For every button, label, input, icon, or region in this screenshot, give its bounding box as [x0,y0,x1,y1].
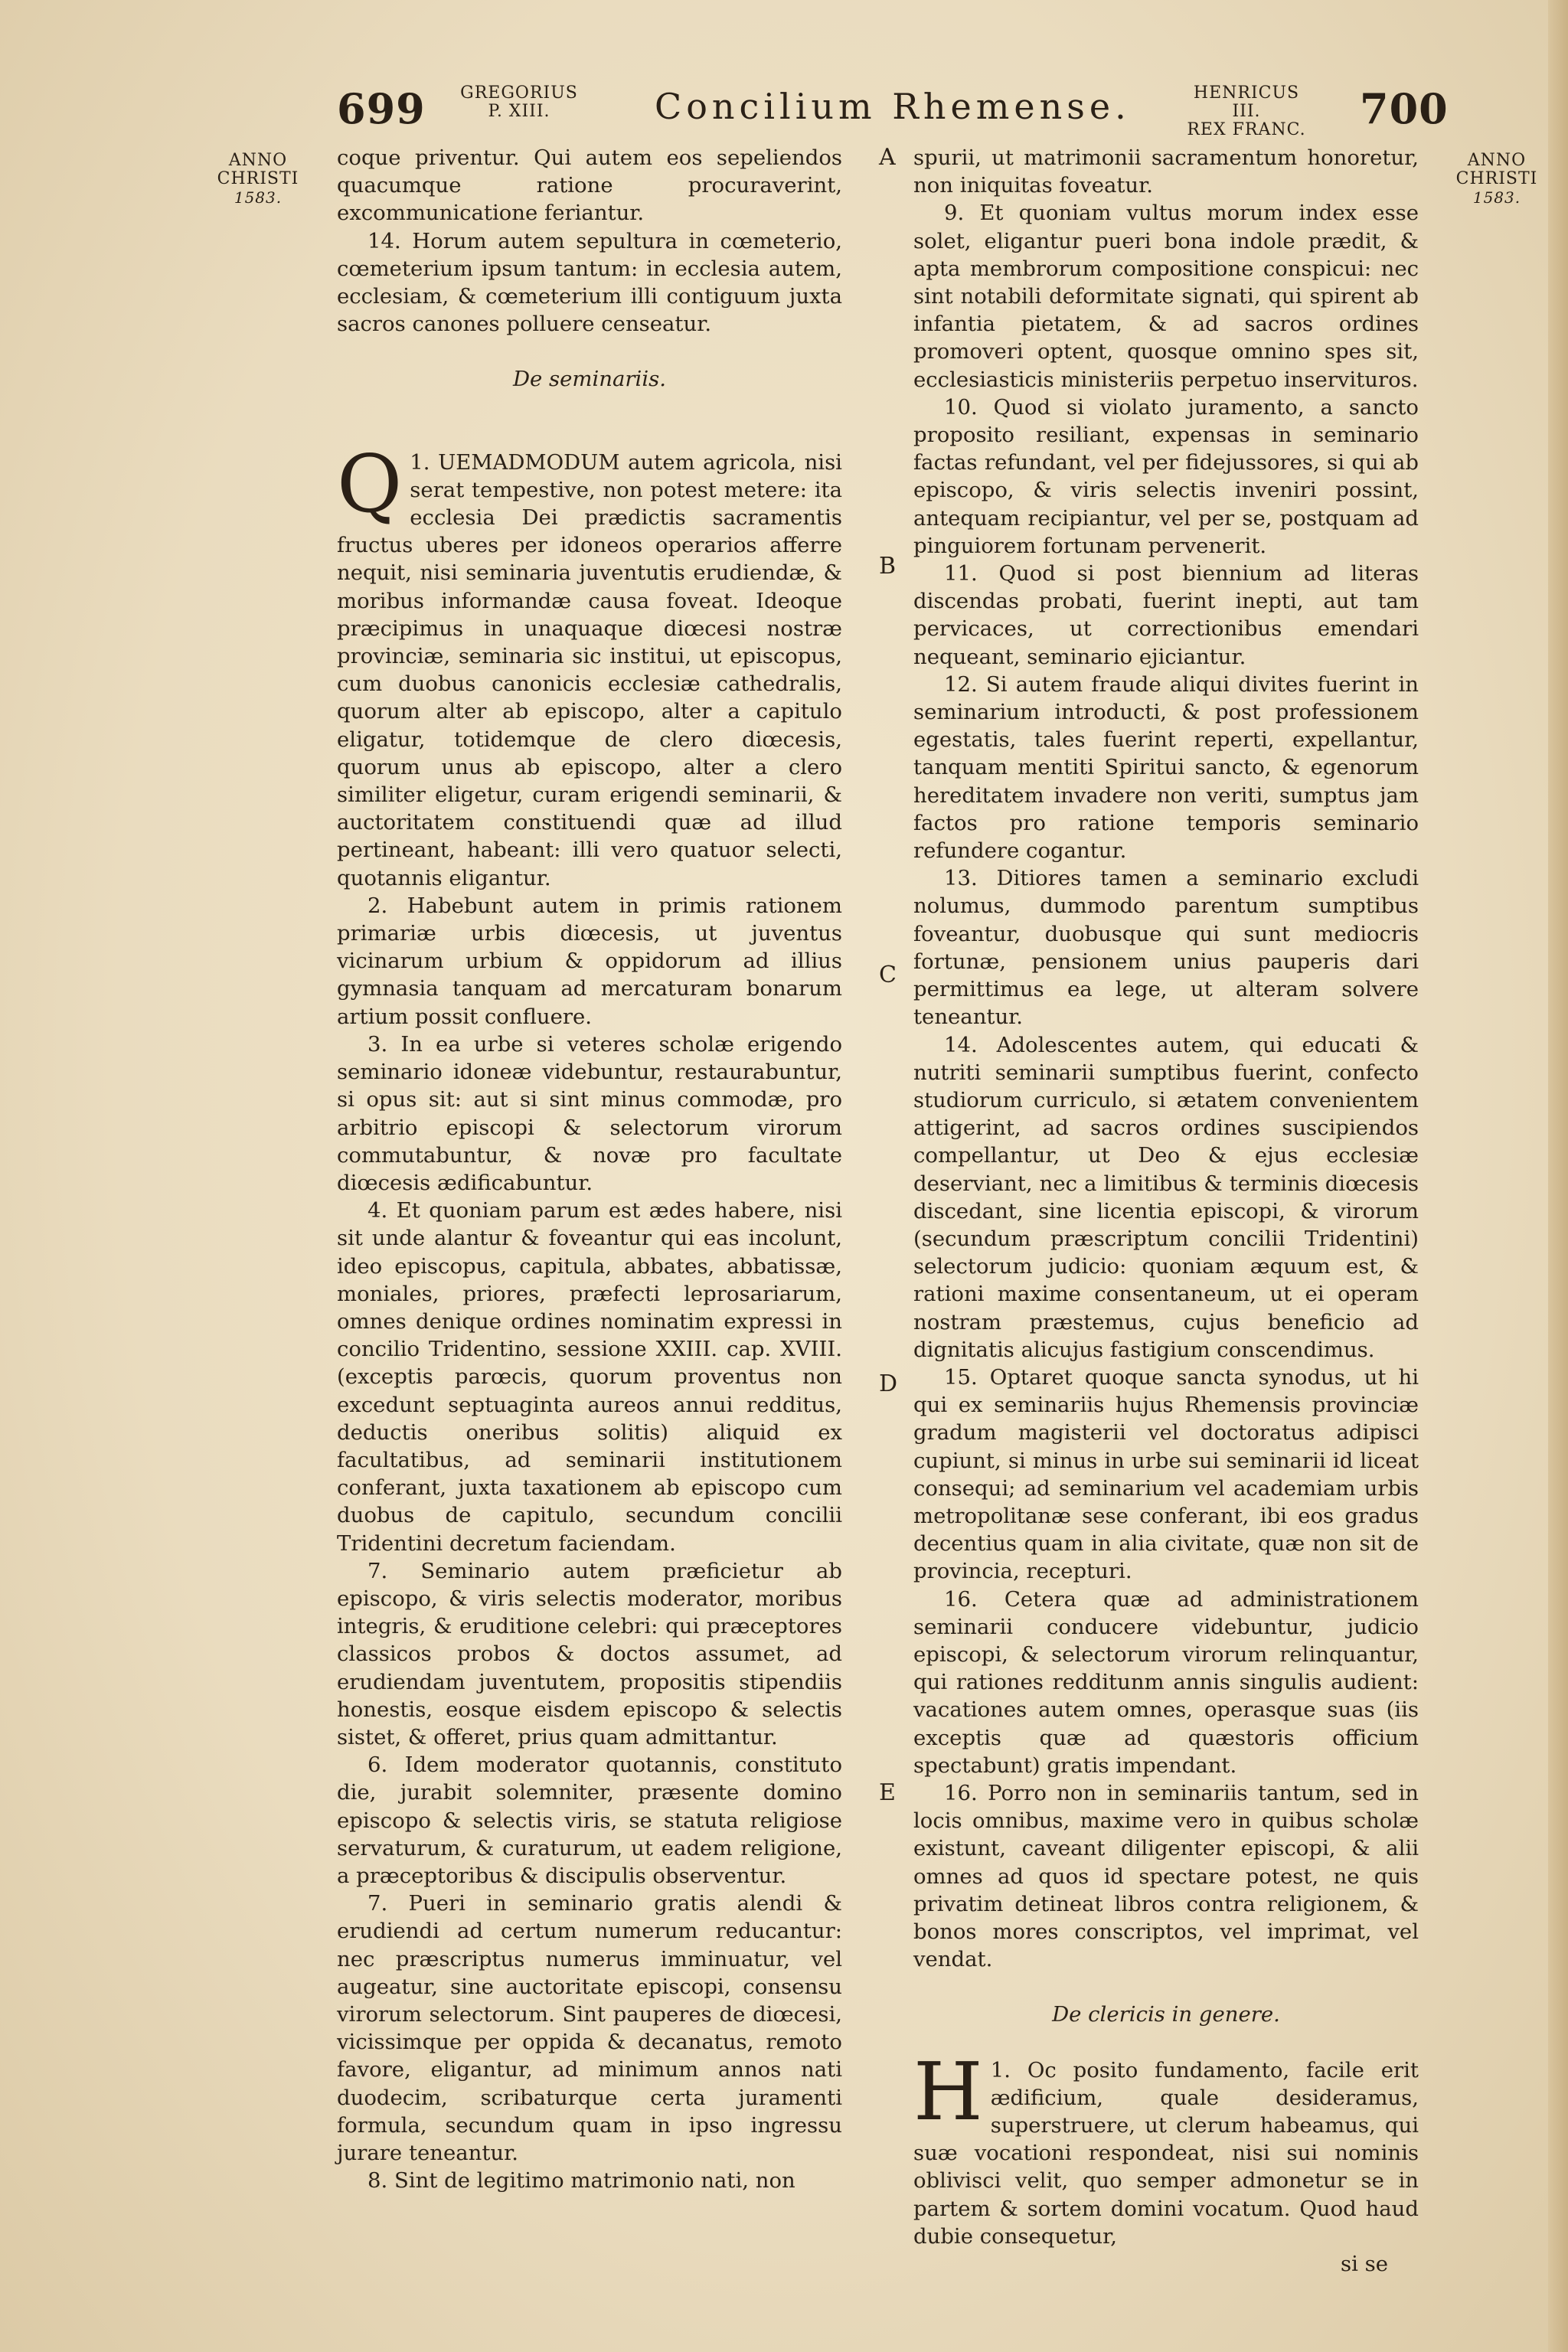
section-letter-c: C [879,962,897,988]
paragraph-with-dropcap [913,2044,1419,2250]
paragraph: 14. Adolescentes autem, qui educati & nutriti seminarii sumptibus fuerint, confecto studiorum curriculo, si ætatem convenientem attigerint, ad sacros ordines suscipiendos compellantur, ut Deo & ejus ecclesiæ deserviant, nec a limitibus & terminis diœcesis discedant, sine licentia episcopi, & virorum (secundum præscriptum concilii Tridentini) selectorum judicio: quoniam æquum est, & rationi maxime consentaneum, ut ei operam nostram præstemus, cujus beneficio ad dignitatis alicujus fastigium conscendimus. [913,1032,1419,1362]
adjacent-page-edge [1548,0,1568,2352]
section-letter-d: D [879,1370,898,1397]
paragraph: 9. Et quoniam vultus morum index esse solet, eligantur pueri bona indole prædit, & apta membrorum compositione conspicui: nec sint notabili deformitate signati, qui spirent ab infantia pietatem, & ad sacros ordines promoveri optent, quosque omnino spes sit, ecclesiasticis ministeriis perpetuo inservituros. [913,201,1419,392]
left-running-head [458,84,580,138]
paragraph: 12. Si autem fraude aliqui divites fuerint in seminarium introducti, & post professionem egestatis, tales fuerint reperti, expellantur, tanquam mentiti Spiritui sancto, & egenorum hereditatem invadere non veriti, sumptus jam factos pro ratione temporis seminario refundere cogantur. [913,671,1419,864]
paragraph: 16. Cetera quæ ad administrationem seminarii conducere videbuntur, judicio episcopi, & selectorum virorum relinquantur, qui rationes redditunm annis singulis audient: vacationes autem omnes, operasque suas (iis exceptis quæ ad quæstoris officium spectabunt) gratis impendant. [913,1586,1419,1778]
paragraph-with-dropcap [337,436,842,892]
right-running-head-line2: REX FRANC. [1187,120,1306,139]
paragraph: 10. Quod si violato juramento, a sancto proposito resiliant, expensas in seminario factas refundant, vel per fidejussores, si qui ab episcopo, & viris selectis inveniri possint, antequam recipiantur, vel per se, postquam ad pinguiorem fortunam pervenerit. [913,394,1419,558]
paragraph: 16. Porro non in seminariis tantum, sed in locis omnibus, maxime vero in quibus scholæ existunt, caveant diligenter episcopi, & alii omnes ad quos id spectare potest, ne quis privatim detineat libros contra religionem, & bonos mores conscriptos, vel imprimat, vel vendat. [913,1780,1419,1972]
paragraph: 11. Quod si post biennium ad literas discendas probati, fuerint inepti, aut tam pervicaces, ut correctionibus emendari nequeant, seminario ejiciantur. [913,561,1419,669]
section-heading-clerics: De clericis in genere. [1052,2002,1280,2027]
left-running-head-line2: P. XIII. [488,102,550,121]
paragraph: 7. Seminario autem præficietur ab episcopo, & viris selectis moderator, moribus integris, & eruditione celebri: qui præceptores classicos probos & doctos assumet, ad erudiendam juventutem, propositis stipendiis honestis, eosque eisdem episcopo & selectis sistet, & offeret, prius quam admittantur. [337,1558,842,1749]
dropcap-letter: Q [337,436,403,531]
right-running-head [1178,84,1315,138]
margin-christi: CHRISTI [1455,169,1538,188]
paragraph-text: UEMADMODUM autem agricola, nisi serat tempestive, non potest metere: ita ecclesia Dei prædictis sacramentis fructus uberes per idoneos operarios afferre nequit, nisi seminaria juventutis erudiendæ, & moribus informandæ causa foveat. Ideoque præcipimus in unaquaque diœcesi nostræ provinciæ, seminaria sic institui, ut episcopus, cum duobus canonicis ecclesiæ cathedralis, quorum alter ab episcopo, alter a capitulo eligatur, totidemque de clero diœcesis, quorum unus ab episcopo, alter a clero similiter eligetur, curam erigendi seminarii, & auctoritatem constituendi quæ ad illud pertineant, habeant: illi vero quatuor selecti, quotannis eligantur. [337,449,842,890]
paragraph: 8. Sint de legitimo matrimonio nati, non [368,2168,795,2194]
paragraph: 3. In ea urbe si veteres scholæ erigendo seminario idoneæ videbuntur, restaurabuntur, si opus sit: aut si sint minus commodæ, pro arbitrio episcopi & selectorum virorum commutabuntur, & novæ pro facultate diœcesis ædificabuntur. [337,1031,842,1195]
left-text-column [337,144,842,2194]
margin-christi: CHRISTI [217,169,299,188]
page-title: Concilium Rhemense. [655,86,1131,127]
catchword: si se [1340,2252,1388,2277]
dropcap-letter: H [913,2044,983,2138]
paragraph-number: 1. [990,2057,1011,2082]
section-letter-a: A [879,144,896,171]
paragraph: 2. Habebunt autem in primis rationem primariæ urbis diœcesis, ut juventus vicinarum urbium & oppidorum ad illius gymnasia tanquam ad mercaturam bonarum artium possit confluere. [337,893,842,1029]
paragraph: 4. Et quoniam parum est ædes habere, nisi sit unde alantur & foveantur qui eas incolunt, ideo episcopus, capitula, abbates, abbatissæ, moniales, priores, præfecti leprosariarum, omnes denique ordines nominatim expressi in concilio Tridentino, sessione XXIII. cap. XVIII. (exceptis parœcis, quorum proventus non excedunt septuaginta aureos annui redditus, deductis oneribus solitis) aliquid ex facultatibus, ad seminarii institutionem conferant, juxta taxationem ab episcopo cum duobus de capitulo, secundum concilii Tridentini decretum faciendam. [337,1198,842,1556]
left-margin-note [216,152,300,207]
section-heading-seminaries: De seminariis. [512,367,667,392]
right-margin-note [1455,152,1539,207]
margin-year: 1583. [1472,188,1521,207]
paragraph: 7. Pueri in seminario gratis alendi & erudiendi ad certum numerum reducantur: nec præscriptus numerus imminuatur, vel augeatur, sine auctoritate episcopi, consensu virorum selectorum. Sint pauperes de diœcesi, vicissimque per oppida & decanatus, remoto favore, eligantur, ad minimum annos nati duodecim, scribaturque certa juramenti formula, secundum quam in ipso ingressu jurare teneantur. [337,1891,842,2166]
section-letter-e: E [879,1779,896,1806]
paragraph: coque priventur. Qui autem eos sepeliendos quacumque ratione procuraverint, excommunicatione feriantur. [337,145,842,226]
margin-anno: ANNO [1467,151,1527,170]
paragraph: 15. Optaret quoque sancta synodus, ut hi qui ex seminariis hujus Rhemensis provinciæ gradum magisterii vel doctoratus adipisci cupiunt, si minus in urbe sui seminarii id liceat consequi; ad seminarium vel academiam urbis metropolitanæ sese conferant, ibi eos gradus decentius quam in alia civitate, quæ non sit de provincia, recepturi. [913,1364,1419,1584]
right-text-column [913,144,1419,2278]
paragraph: spurii, ut matrimonii sacramentum honoretur, non iniquitas foveatur. [913,145,1419,198]
margin-anno: ANNO [228,151,288,170]
paragraph: 13. Ditiores tamen a seminario excludi nolumus, dummodo parentum sumptibus foveantur, duobusque qui sunt mediocris fortunæ, pensionem unius pauperis dari permittimus ea lege, ut alteram solvere teneantur. [913,866,1419,1030]
paragraph: 6. Idem moderator quotannis, constituto die, jurabit solemniter, præsente domino episcopo & selectis viris, se statuta religiose servaturum, & curaturum, ut eadem religione, a præceptoribus & discipulis observentur. [337,1753,842,1888]
left-running-head-line1: GREGORIUS [460,83,578,103]
paragraph: 14. Horum autem sepultura in cœmeterio, cœmeterium ipsum tantum: in ecclesia autem, ecclesiam, & cœmeterium illi contiguum juxta sacros canones polluere censeatur. [337,228,842,337]
section-letter-b: B [879,553,897,580]
right-page-number: 700 [1360,84,1449,133]
paragraph-number: 1. [410,449,430,475]
margin-year: 1583. [234,188,283,207]
right-running-head-line1: HENRICUS III. [1193,83,1300,121]
paragraph-text: Oc posito fundamento, facile erit ædificium, quale desideramus, superstruere, ut clerum habeamus, qui suæ vocationi respondeat, nisi sui nominis oblivisci velit, quo semper admonetur se in partem & sortem domini vocatum. Quod haud dubie consequetur, [913,2057,1419,2249]
left-page-number: 699 [337,84,426,133]
